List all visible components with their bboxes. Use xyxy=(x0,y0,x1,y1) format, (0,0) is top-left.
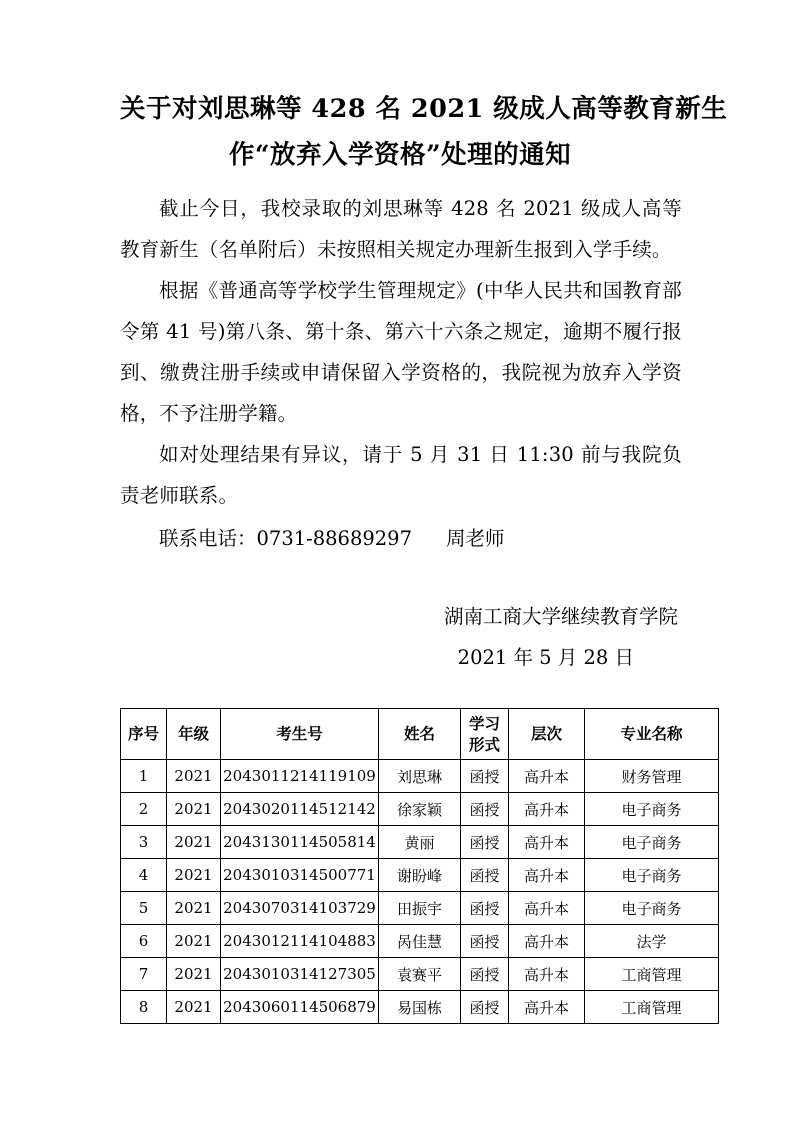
roster-table-head xyxy=(121,709,719,760)
cell-name: 呙佳慧 xyxy=(379,925,461,958)
paragraph-2: 根据《普通高等学校学生管理规定》(中华人民共和国教育部令第 41 号)第八条、第十条、第六十六条之规定，逾期不履行报到、缴费注册手续或申请保留入学资格的，我院视为放弃入学资格，不予注册学籍。 xyxy=(120,279,682,425)
column-header-study-mode-line-2: 形式 xyxy=(468,735,500,754)
cell-grade: 2021 xyxy=(167,859,221,892)
column-header-major: 专业名称 xyxy=(585,709,719,760)
cell-exam-number: 2043012114104883 xyxy=(221,925,379,958)
cell-major: 电子商务 xyxy=(585,859,719,892)
cell-exam-number: 2043130114505814 xyxy=(221,826,379,859)
page-title-line-1: 关于对刘思琳等 428 名 2021 级成人高等教育新生 xyxy=(120,94,728,124)
cell-exam-number: 2043011214119109 xyxy=(221,760,379,793)
table-row xyxy=(121,859,719,892)
cell-name: 刘思琳 xyxy=(379,760,461,793)
cell-exam-number: 2043070314103729 xyxy=(221,892,379,925)
cell-grade: 2021 xyxy=(167,925,221,958)
cell-grade: 2021 xyxy=(167,826,221,859)
cell-level: 高升本 xyxy=(509,760,585,793)
cell-study-mode: 函授 xyxy=(461,892,509,925)
cell-level: 高升本 xyxy=(509,991,585,1024)
cell-name: 谢盼峰 xyxy=(379,859,461,892)
cell-major: 电子商务 xyxy=(585,793,719,826)
cell-seq: 4 xyxy=(121,859,167,892)
cell-study-mode: 函授 xyxy=(461,793,509,826)
page-title xyxy=(120,86,728,178)
cell-grade: 2021 xyxy=(167,958,221,991)
contact-line xyxy=(120,518,682,559)
cell-level: 高升本 xyxy=(509,859,585,892)
contact-label: 联系电话： xyxy=(159,527,257,550)
paragraph-3: 如对处理结果有异议，请于 5 月 31 日 11:30 前与我院负责老师联系。 xyxy=(120,443,682,507)
column-header-name: 姓名 xyxy=(379,709,461,760)
cell-name: 易国栋 xyxy=(379,991,461,1024)
signature-date: 2021 年 5 月 28 日 xyxy=(457,646,634,669)
cell-name: 徐家颖 xyxy=(379,793,461,826)
table-row xyxy=(121,991,719,1024)
signature-block xyxy=(120,596,682,678)
column-header-seq: 序号 xyxy=(121,709,167,760)
roster-table-wrapper xyxy=(120,708,683,1024)
column-header-study-mode xyxy=(461,709,509,760)
cell-major: 财务管理 xyxy=(585,760,719,793)
column-header-level: 层次 xyxy=(509,709,585,760)
roster-table xyxy=(120,708,719,1024)
column-header-study-mode-line-1: 学习 xyxy=(468,714,500,733)
cell-major: 法学 xyxy=(585,925,719,958)
table-row xyxy=(121,760,719,793)
roster-table-body xyxy=(121,760,719,1024)
page-title-line-2: 作“放弃入学资格”处理的通知 xyxy=(228,140,572,170)
cell-study-mode: 函授 xyxy=(461,958,509,991)
table-row xyxy=(121,925,719,958)
cell-exam-number: 2043010314127305 xyxy=(221,958,379,991)
cell-grade: 2021 xyxy=(167,760,221,793)
cell-level: 高升本 xyxy=(509,892,585,925)
cell-seq: 5 xyxy=(121,892,167,925)
cell-exam-number: 2043010314500771 xyxy=(221,859,379,892)
cell-grade: 2021 xyxy=(167,991,221,1024)
cell-level: 高升本 xyxy=(509,793,585,826)
cell-study-mode: 函授 xyxy=(461,925,509,958)
contact-phone: 0731-88689297 xyxy=(256,527,412,550)
cell-study-mode: 函授 xyxy=(461,991,509,1024)
cell-major: 工商管理 xyxy=(585,991,719,1024)
cell-level: 高升本 xyxy=(509,925,585,958)
signature-organization: 湖南工商大学继续教育学院 xyxy=(443,605,678,628)
cell-name: 袁赛平 xyxy=(379,958,461,991)
cell-grade: 2021 xyxy=(167,793,221,826)
cell-level: 高升本 xyxy=(509,826,585,859)
cell-seq: 1 xyxy=(121,760,167,793)
cell-seq: 2 xyxy=(121,793,167,826)
cell-grade: 2021 xyxy=(167,892,221,925)
cell-name: 田振宇 xyxy=(379,892,461,925)
cell-major: 工商管理 xyxy=(585,958,719,991)
column-header-grade: 年级 xyxy=(167,709,221,760)
cell-exam-number: 2043060114506879 xyxy=(221,991,379,1024)
table-row xyxy=(121,892,719,925)
cell-major: 电子商务 xyxy=(585,892,719,925)
table-header-row xyxy=(121,709,719,760)
cell-study-mode: 函授 xyxy=(461,859,509,892)
table-row xyxy=(121,793,719,826)
column-header-exam-number: 考生号 xyxy=(221,709,379,760)
paragraph-1: 截止今日，我校录取的刘思琳等 428 名 2021 级成人高等教育新生（名单附后）未按照相关规定办理新生报到入学手续。 xyxy=(120,197,682,261)
cell-study-mode: 函授 xyxy=(461,826,509,859)
table-row xyxy=(121,826,719,859)
cell-exam-number: 2043020114512142 xyxy=(221,793,379,826)
cell-seq: 7 xyxy=(121,958,167,991)
cell-major: 电子商务 xyxy=(585,826,719,859)
cell-study-mode: 函授 xyxy=(461,760,509,793)
cell-seq: 3 xyxy=(121,826,167,859)
table-row xyxy=(121,958,719,991)
document-body xyxy=(120,188,682,516)
cell-level: 高升本 xyxy=(509,958,585,991)
contact-person: 周老师 xyxy=(445,527,505,550)
cell-seq: 8 xyxy=(121,991,167,1024)
cell-name: 黄丽 xyxy=(379,826,461,859)
cell-seq: 6 xyxy=(121,925,167,958)
